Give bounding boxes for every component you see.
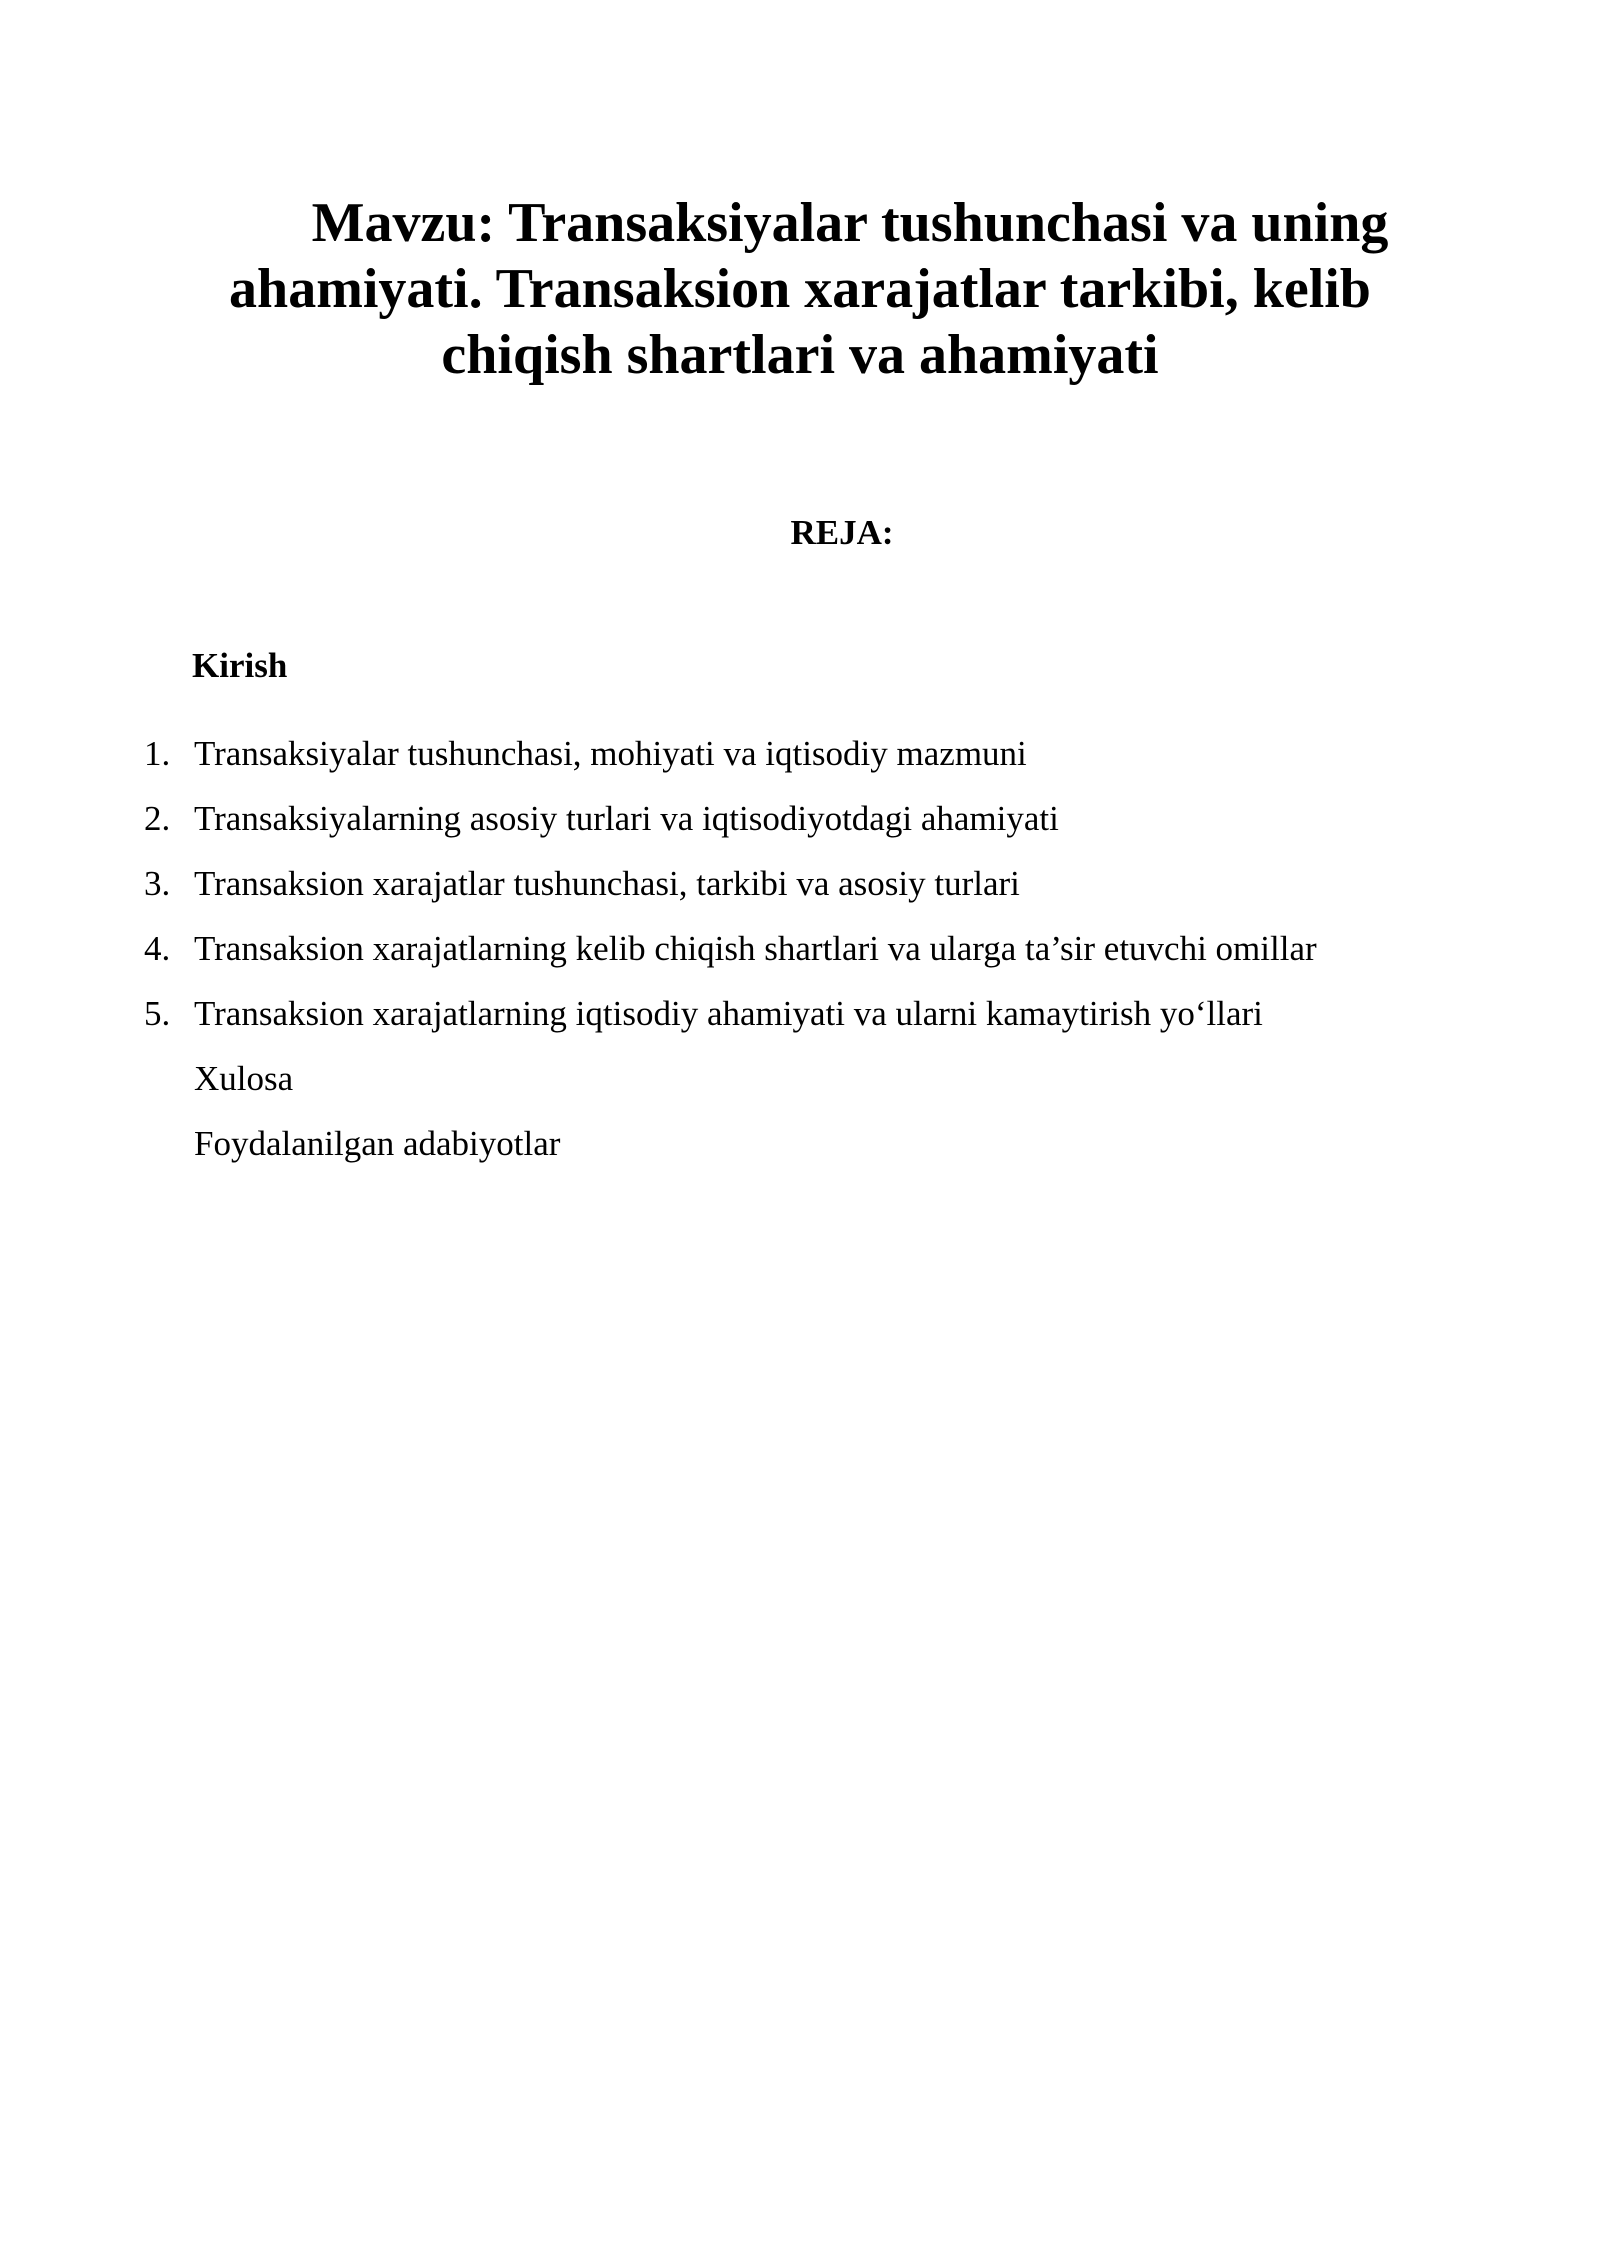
plan-item-number: 3. — [144, 864, 171, 903]
plan-item-number: 2. — [144, 799, 171, 838]
plan-item-text: Transaksion xarajatlarning iqtisodiy ahamiyati va ularni kamaytirish yo‘llari — [194, 994, 1263, 1033]
conclusion-item: Xulosa — [194, 1059, 294, 1098]
document-title: Mavzu: Transaksiyalar tushunchasi va uning ahamiyati. Transaksion xarajatlar tarkibi, kelib chiqish shartlari va ahamiyati — [229, 192, 1389, 386]
plan-item-text: Transaksion xarajatlarning kelib chiqish shartlari va ularga ta’sir etuvchi omillar — [194, 929, 1317, 968]
plan-item-number: 4. — [144, 929, 171, 968]
plan-item-text: Transaksion xarajatlar tushunchasi, tarkibi va asosiy turlari — [194, 864, 1020, 903]
references-item: Foydalanilgan adabiyotlar — [194, 1124, 561, 1163]
plan-item-number: 5. — [144, 994, 171, 1033]
intro-heading: Kirish — [192, 646, 288, 685]
plan-item-text: Transaksiyalar tushunchasi, mohiyati va iqtisodiy mazmuni — [194, 734, 1027, 773]
plan-item-text: Transaksiyalarning asosiy turlari va iqtisodiyotdagi ahamiyati — [194, 799, 1059, 838]
plan-heading: REJA: — [790, 513, 894, 552]
plan-item-number: 1. — [144, 734, 171, 773]
